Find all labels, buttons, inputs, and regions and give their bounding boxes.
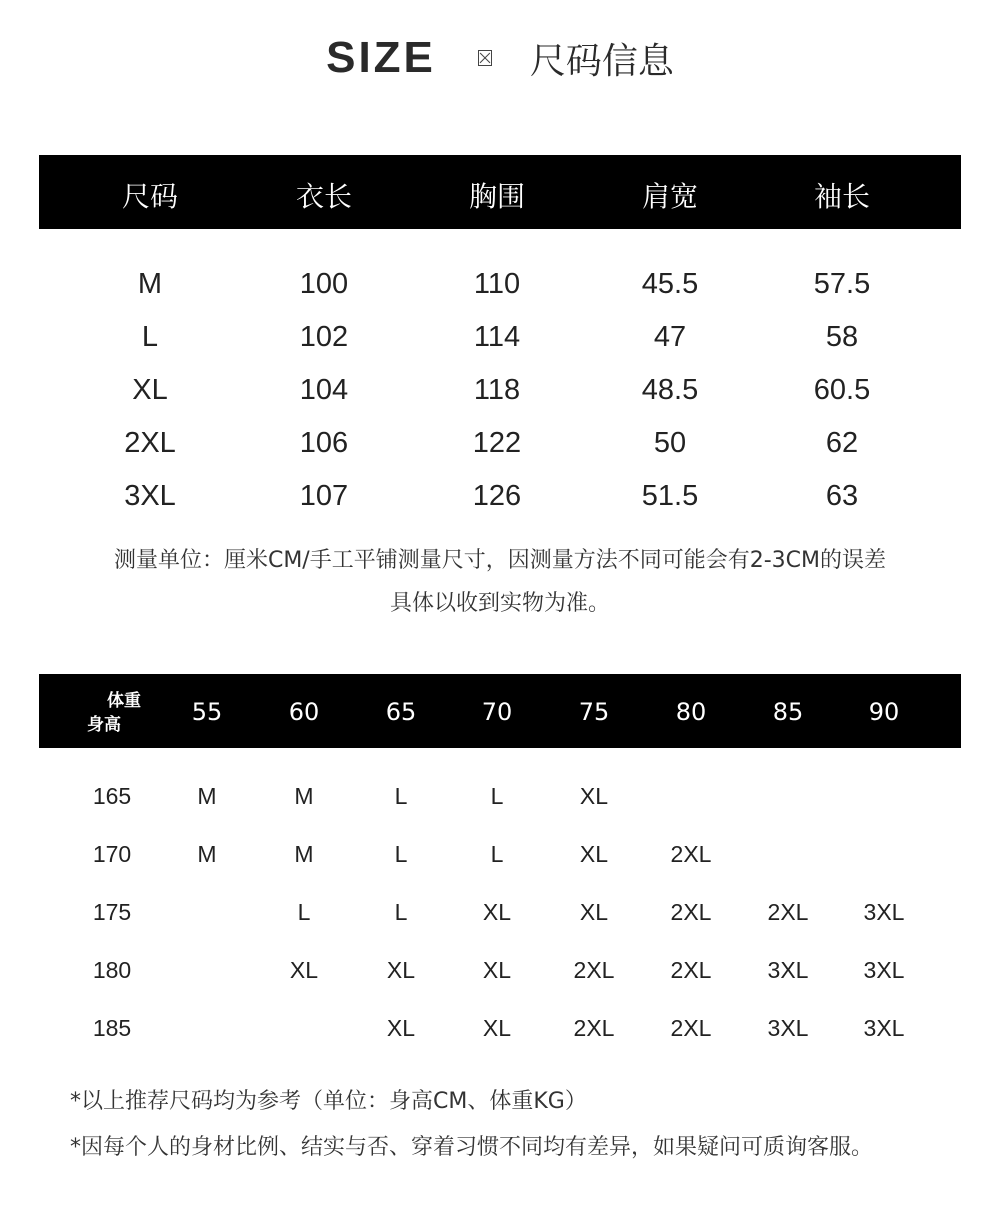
- size-cell: M: [197, 783, 217, 809]
- footnote-reference: *以上推荐尺码均为参考（单位：身高CM、体重KG）: [70, 1089, 587, 1114]
- page-title: [0, 28, 1000, 88]
- shoulder-cell: 51.5: [641, 480, 699, 512]
- recommend-table-header: [39, 674, 961, 748]
- length-cell: 102: [299, 321, 349, 353]
- header-chest: 胸围: [468, 180, 526, 213]
- title-chinese: 尺码信息: [529, 40, 674, 82]
- weight-header: 55: [191, 698, 223, 726]
- header-shoulder: 肩宽: [641, 180, 699, 213]
- shoulder-cell: 50: [653, 427, 687, 459]
- height-cell: 180: [92, 957, 132, 983]
- size-cell: 3XL: [124, 480, 176, 512]
- corner-height-label: 身高: [87, 715, 121, 735]
- size-cell: 2XL: [767, 899, 809, 925]
- size-cell: M: [197, 841, 217, 867]
- weight-header: 90: [868, 698, 900, 726]
- table-row: [0, 268, 1000, 308]
- sleeve-cell: 60.5: [813, 374, 871, 406]
- size-table-header: [39, 155, 961, 229]
- weight-header: 85: [772, 698, 804, 726]
- size-cell: L: [490, 841, 504, 867]
- size-cell: XL: [482, 957, 512, 983]
- table-row: [0, 321, 1000, 361]
- shoulder-cell: 48.5: [641, 374, 699, 406]
- size-cell: XL: [482, 1015, 512, 1041]
- size-cell: XL: [386, 1015, 416, 1041]
- header-sleeve: 袖长: [813, 180, 871, 213]
- size-cell: M: [294, 841, 314, 867]
- chest-cell: 110: [473, 268, 521, 300]
- sleeve-cell: 63: [825, 480, 859, 512]
- weight-header: 60: [288, 698, 320, 726]
- size-cell: 2XL: [573, 1015, 615, 1041]
- chest-cell: 122: [472, 427, 522, 459]
- size-cell: 3XL: [863, 957, 905, 983]
- size-cell: XL: [579, 841, 609, 867]
- length-cell: 100: [299, 268, 349, 300]
- length-cell: 104: [299, 374, 349, 406]
- size-cell: M: [137, 268, 163, 300]
- size-cell: 2XL: [670, 841, 712, 867]
- measurement-note: 测量单位：厘米CM/手工平铺测量尺寸，因测量方法不同可能会有2-3CM的误差: [113, 548, 887, 573]
- height-cell: 185: [92, 1015, 132, 1041]
- header-size: 尺码: [121, 180, 179, 213]
- size-cell: XL: [386, 957, 416, 983]
- weight-header: 65: [385, 698, 417, 726]
- weight-header: 75: [578, 698, 610, 726]
- size-cell: 3XL: [863, 1015, 905, 1041]
- table-row: [0, 1015, 1000, 1049]
- chest-cell: 118: [473, 374, 521, 406]
- table-row: [0, 783, 1000, 817]
- size-cell: L: [394, 899, 408, 925]
- table-row: [0, 957, 1000, 991]
- chest-cell: 126: [472, 480, 522, 512]
- weight-header: 80: [675, 698, 707, 726]
- size-cell: M: [294, 783, 314, 809]
- shoulder-cell: 45.5: [641, 268, 699, 300]
- header-length: 衣长: [295, 180, 353, 213]
- weight-header: 70: [481, 698, 513, 726]
- length-cell: 107: [299, 480, 349, 512]
- size-cell: L: [297, 899, 311, 925]
- size-cell: XL: [132, 374, 168, 406]
- table-row: [0, 427, 1000, 467]
- sleeve-cell: 62: [825, 427, 859, 459]
- footnote-variance: *因每个人的身材比例、结实与否、穿着习惯不同均有差异，如果疑问可质询客服。: [70, 1135, 874, 1160]
- table-row: [0, 899, 1000, 933]
- title-english: SIZE: [326, 33, 436, 82]
- size-cell: XL: [289, 957, 319, 983]
- actual-item-note: 具体以收到实物为准。: [389, 591, 610, 616]
- sleeve-cell: 57.5: [813, 268, 871, 300]
- boxed-x-icon: [478, 50, 492, 66]
- sleeve-cell: 58: [825, 321, 859, 353]
- length-cell: 106: [299, 427, 349, 459]
- size-cell: L: [141, 321, 159, 353]
- size-cell: 2XL: [670, 899, 712, 925]
- shoulder-cell: 47: [653, 321, 687, 353]
- size-cell: 2XL: [670, 957, 712, 983]
- chest-cell: 114: [473, 321, 521, 353]
- size-cell: 2XL: [573, 957, 615, 983]
- size-cell: 2XL: [670, 1015, 712, 1041]
- height-cell: 165: [92, 783, 132, 809]
- size-cell: L: [394, 783, 408, 809]
- size-cell: XL: [579, 899, 609, 925]
- size-cell: 3XL: [767, 1015, 809, 1041]
- table-row: [0, 374, 1000, 414]
- table-row: [0, 841, 1000, 875]
- height-cell: 175: [92, 899, 132, 925]
- size-cell: XL: [482, 899, 512, 925]
- size-cell: XL: [579, 783, 609, 809]
- size-cell: 3XL: [767, 957, 809, 983]
- size-cell: 2XL: [124, 427, 176, 459]
- corner-weight-label: 体重: [107, 691, 141, 711]
- table-row: [0, 480, 1000, 520]
- size-cell: 3XL: [863, 899, 905, 925]
- size-cell: L: [490, 783, 504, 809]
- height-cell: 170: [92, 841, 132, 867]
- size-cell: L: [394, 841, 408, 867]
